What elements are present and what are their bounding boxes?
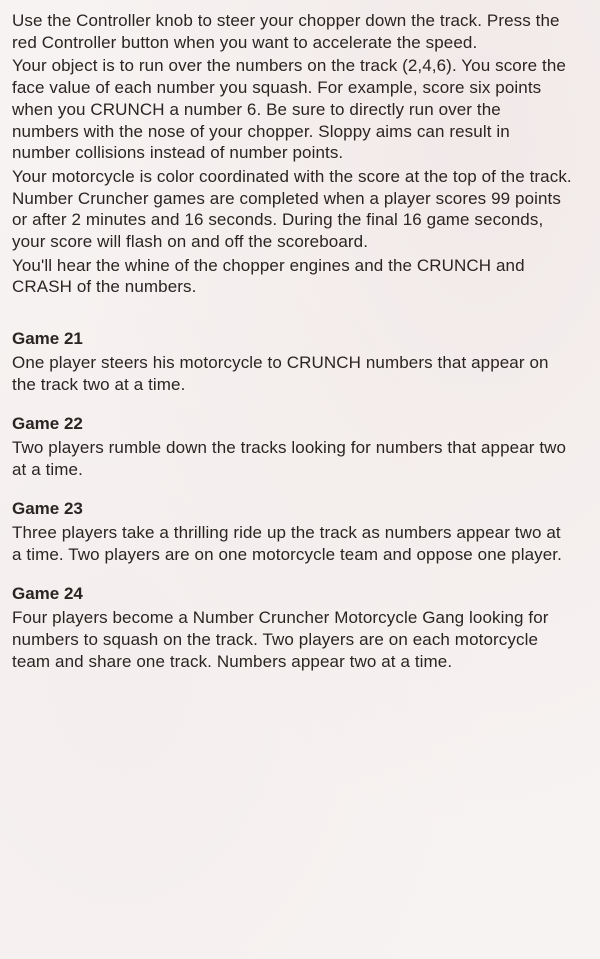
- game-22-description: Two players rumble down the tracks looking for numbers that appear two at a time.: [12, 437, 567, 479]
- game-24-section: [12, 583, 572, 672]
- game-24-description: Four players become a Number Cruncher Motorcycle Gang looking for numbers to squash on the track. Two players are on each motorcycle team and share one track. Numbers appear two at a time.: [12, 608, 549, 671]
- instructions-section: [12, 10, 572, 298]
- game-24-title: Game 24: [12, 584, 83, 604]
- game-23-section: [12, 498, 572, 565]
- game-21-description: One player steers his motorcycle to CRUNCH numbers that appear on the track two at a time.: [12, 352, 549, 394]
- steering-paragraph: Use the Controller knob to steer your chopper down the track. Press the red Controller button when you want to accelerate the speed.: [12, 11, 560, 52]
- game-21-title: Game 21: [12, 329, 83, 349]
- scoring-paragraph: Your motorcycle is color coordinated with the score at the top of the track. Number Cruncher games are completed when a player scores 99 points or after 2 minutes and 16 seconds. During the final 16 game seconds, your score will flash on and off the scoreboard.: [12, 166, 572, 252]
- sound-paragraph: You'll hear the whine of the chopper engines and the CRUNCH and CRASH of the numbers.: [12, 255, 525, 297]
- game-22-section: [12, 413, 572, 480]
- objective-paragraph: Your object is to run over the numbers on the track (2,4,6). You score the face value of each number you squash. For example, score six points when you CRUNCH a number 6. Be sure to directly run over the numbers with the nose of your chopper. Sloppy aims can result in number collisions instead of number points.: [12, 56, 566, 163]
- game-22-title: Game 22: [12, 414, 83, 434]
- game-21-section: [12, 328, 572, 395]
- game-23-description: Three players take a thrilling ride up the track as numbers appear two at a time. Two players are on one motorcycle team and oppose one player.: [12, 523, 562, 564]
- game-23-title: Game 23: [12, 499, 83, 519]
